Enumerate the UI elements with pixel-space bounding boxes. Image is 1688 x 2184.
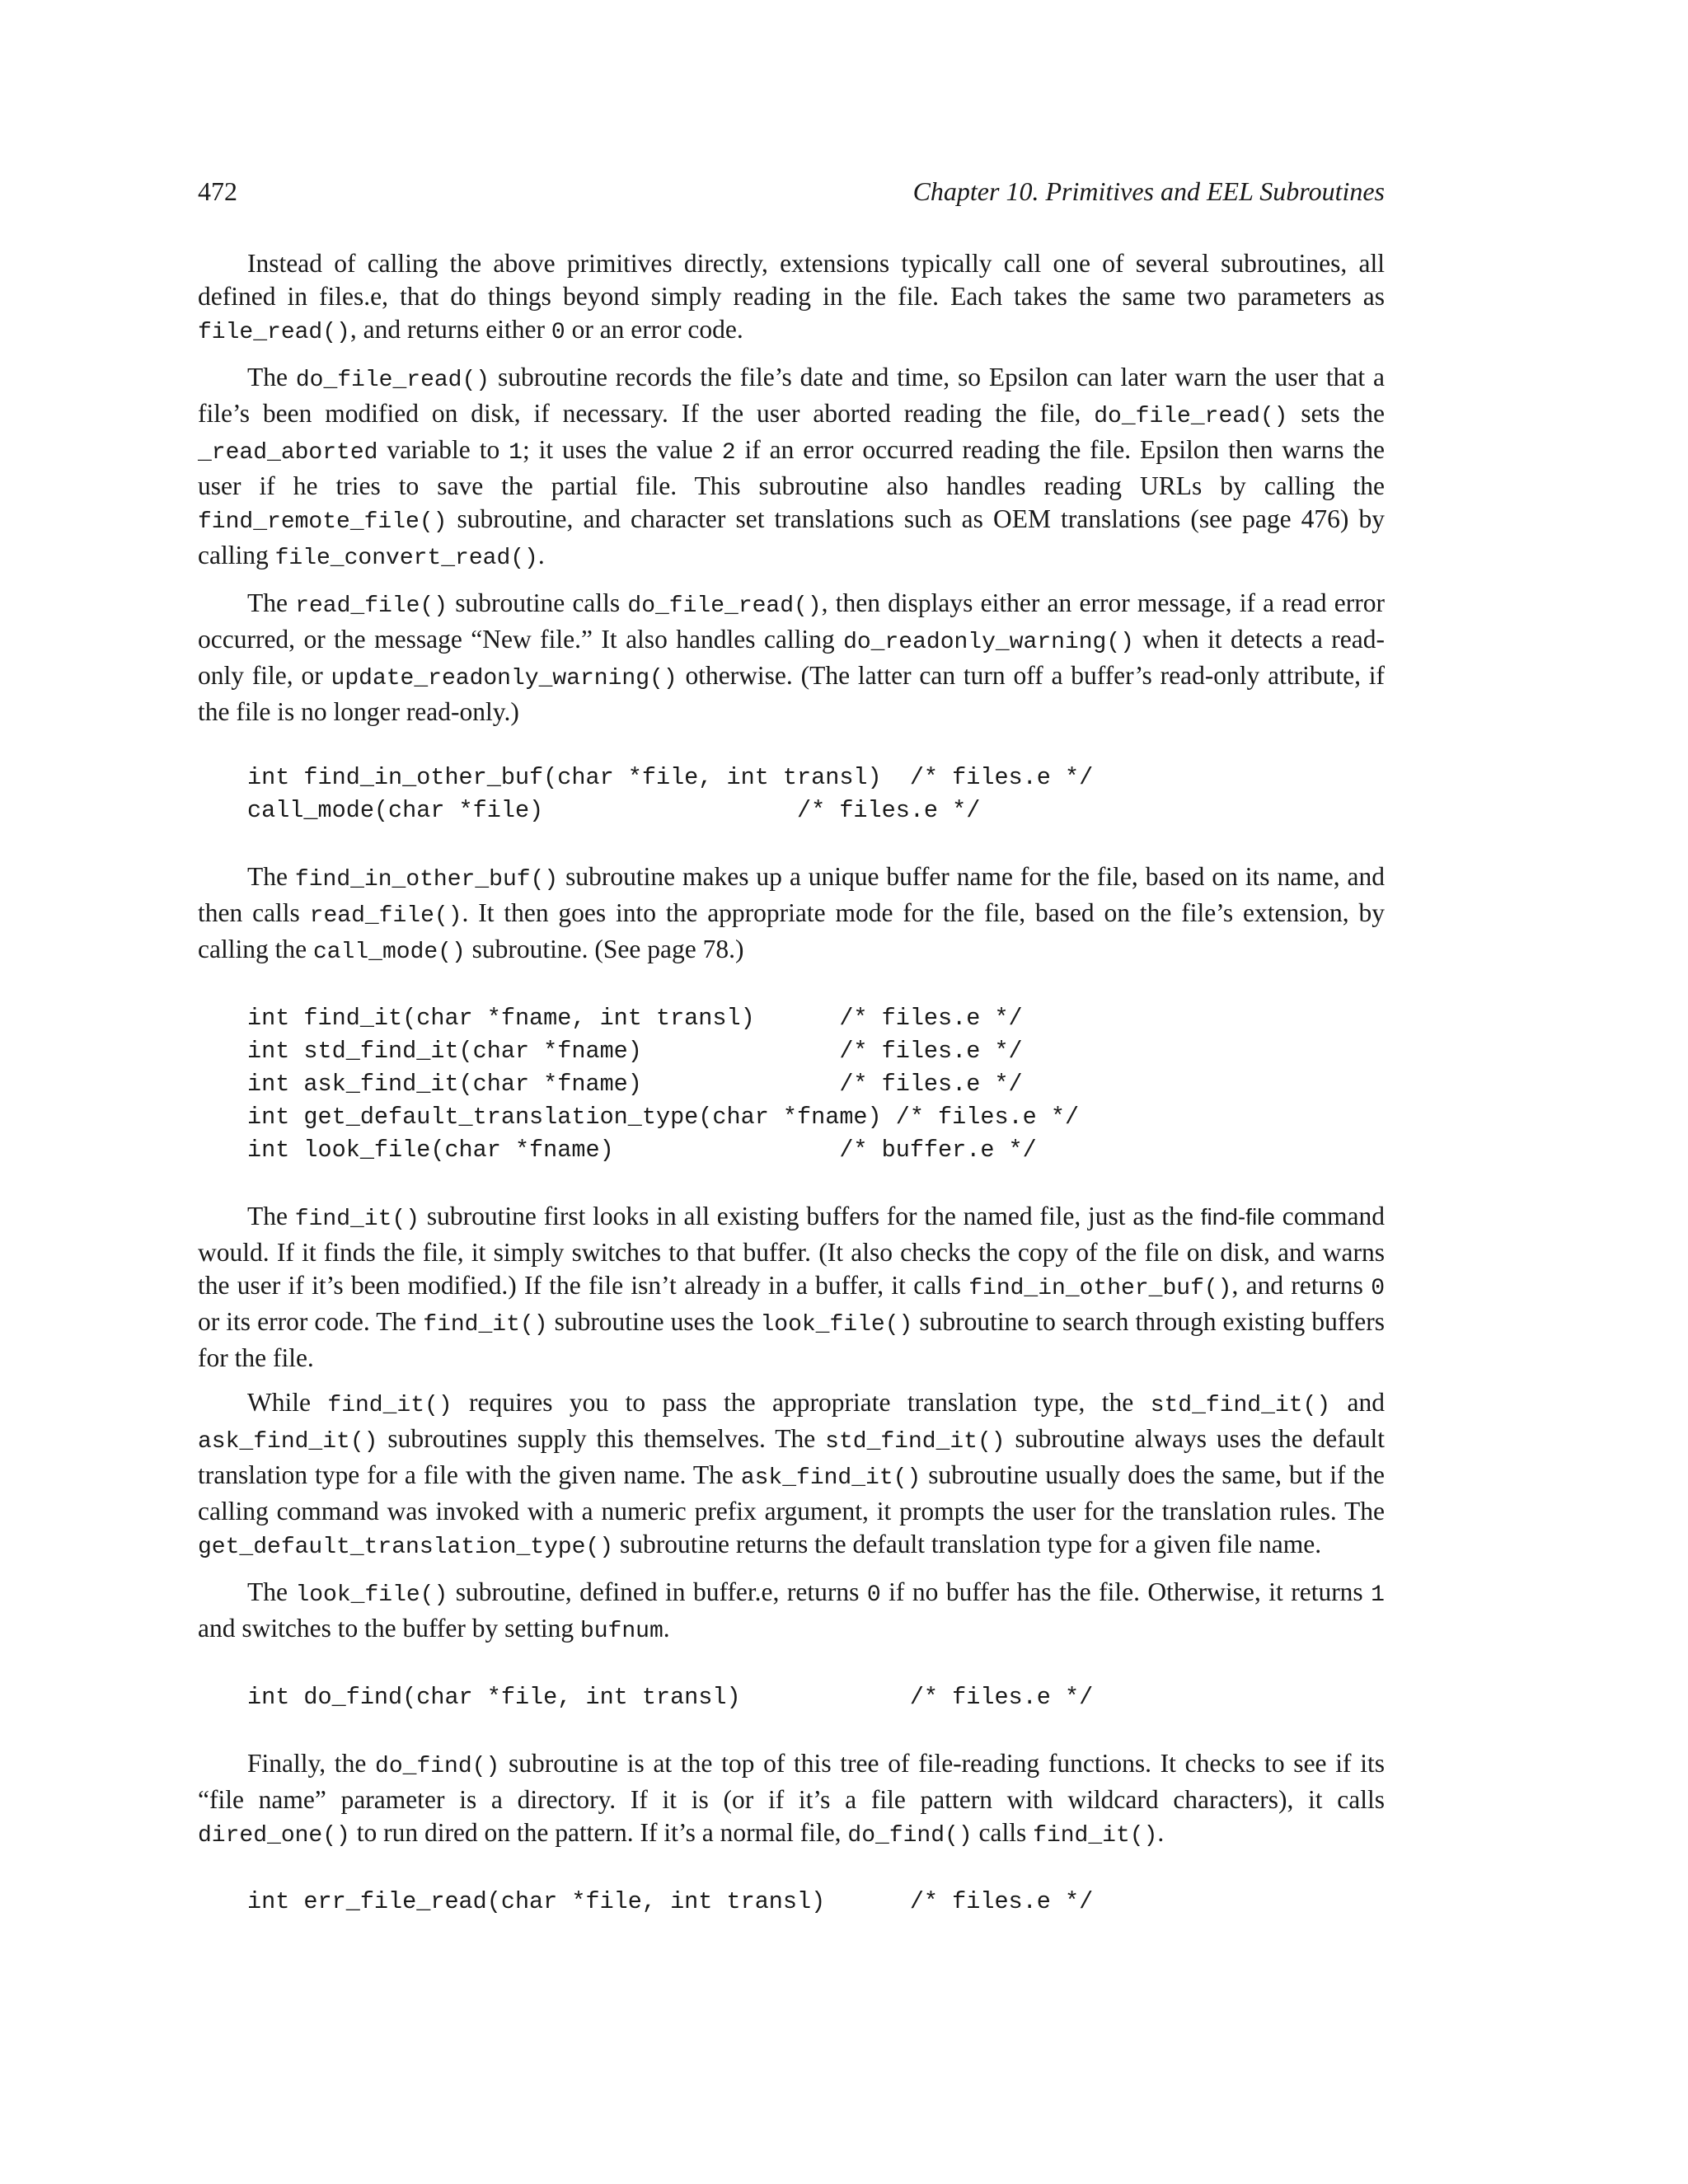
page-number: 472 [198, 176, 237, 206]
inline-code: get_default_translation_type() [198, 1535, 614, 1560]
inline-code: std_find_it() [825, 1429, 1006, 1455]
code-block: int err_file_read(char *file, int transl) /* files.e */ [247, 1888, 1094, 1915]
page-header [198, 173, 1385, 209]
inline-code: find_it() [327, 1393, 452, 1418]
inline-code: read_file() [309, 903, 462, 929]
text-run: The [247, 588, 296, 617]
text-run: The [247, 862, 295, 891]
inline-code: find_it() [294, 1207, 420, 1232]
inline-code: do_find() [847, 1823, 973, 1849]
paragraph [198, 1200, 1385, 1375]
paragraph [198, 587, 1385, 729]
inline-code: find_it() [1033, 1823, 1158, 1849]
text-run: The [247, 1202, 295, 1230]
chapter-title: Chapter 10. Primitives and EEL Subroutines [912, 176, 1385, 206]
inline-code: look_file() [760, 1312, 913, 1338]
code-block: int do_find(char *file, int transl) /* files.e */ [247, 1684, 1094, 1711]
inline-code: file_convert_read() [274, 546, 538, 571]
text-run: Finally, the [247, 1749, 376, 1778]
text-run: or its error code. The [198, 1307, 424, 1336]
text-run: subroutine records the file’s date and time, so Epsilon can later warn the user that a file’s been modified on disk, if necessary. If the user aborted reading the file, [198, 363, 1385, 428]
inline-code: bufnum [579, 1619, 663, 1644]
text-run: . [663, 1614, 670, 1643]
text-run: subroutine always uses the default translation type for a file with the given name. The [198, 1424, 1385, 1489]
page-body [198, 247, 1385, 1952]
inline-code: dired_one() [198, 1823, 350, 1849]
text-run: ; it uses the value [522, 435, 722, 464]
text-run: Instead of calling the above primitives directly, extensions typically call one of several subroutines, all defined in files.e, that do things beyond simply reading in the file. Each takes the same two parameters as [198, 249, 1385, 311]
inline-code: 1 [509, 440, 523, 466]
text-run: subroutine first looks in all existing buffers for the named file, just as the [420, 1202, 1201, 1230]
text-run: when it detects a read-only file, or [198, 625, 1385, 690]
text-run: otherwise. (The latter can turn off a buffer’s read-only attribute, if the file is no longer read-only.) [198, 661, 1386, 726]
inline-code: ask_find_it() [198, 1429, 378, 1455]
text-run: subroutine, defined in buffer.e, returns [448, 1577, 867, 1606]
inline-code: 2 [721, 440, 736, 466]
inline-code: 0 [1371, 1276, 1386, 1301]
inline-code: do_file_read() [295, 368, 490, 393]
inline-code: do_readonly_warning() [843, 630, 1134, 655]
inline-code: find_in_other_buf() [294, 867, 559, 893]
inline-code: _read_aborted [198, 440, 378, 466]
text-run: , and returns either [349, 315, 551, 344]
inline-code: 0 [551, 320, 565, 345]
text-run: or an error code. [565, 315, 743, 344]
text-run: . It then goes into the appropriate mode for the file, based on the file’s extension, by calling the [198, 898, 1385, 963]
inline-code: do_find() [375, 1754, 500, 1779]
text-run: subroutine, and character set translations such as OEM translations (see page 476) by calling [198, 504, 1385, 569]
inline-code: 0 [866, 1582, 881, 1608]
inline-code: find_in_other_buf() [968, 1276, 1232, 1301]
text-run: The [247, 1577, 296, 1606]
text-run: if an error occurred reading the file. Epsilon then warns the user if he tries to save the partial file. This subroutine also handles reading URLs by calling the [198, 435, 1385, 500]
command-name: find-file [1200, 1204, 1275, 1230]
text-run: While [247, 1388, 328, 1417]
text-run: subroutine usually does the same, but if the calling command was invoked with a numeric prefix argument, it prompts the user for the translation rules. The [198, 1460, 1385, 1526]
text-run: if no buffer has the file. Otherwise, it returns [880, 1577, 1372, 1606]
text-run: subroutine to search through existing buffers for the file. [198, 1307, 1385, 1372]
text-run: and switches to the buffer by setting [198, 1614, 580, 1643]
text-run: subroutines supply this themselves. The [377, 1424, 826, 1453]
code-block: int find_it(char *fname, int transl) /* files.e */ int std_find_it(char *fname) /* files.e */ int ask_find_it(char *fname) /* files.e */ int get_default_translation_type(char *fname) /* files.e */ int look_file(char *fname) /* buffer.e */ [247, 1005, 1080, 1164]
text-run: . [1157, 1818, 1165, 1847]
text-run: subroutine. (See page 78.) [465, 935, 744, 963]
inline-code: read_file() [295, 593, 448, 619]
inline-code: call_mode() [312, 940, 466, 965]
inline-code: do_file_read() [1094, 404, 1288, 429]
text-run: subroutine is at the top of this tree of file-reading functions. It checks to see if its “file name” parameter is a directory. If it is (or if it’s a file pattern with wildcard characters), it calls [198, 1749, 1385, 1814]
inline-code: ask_find_it() [740, 1465, 921, 1491]
text-run: command would. If it finds the file, it simply switches to that buffer. (It also checks the copy of the file on disk, and warns the user if it’s been modified.) If the file isn’t already in a buffer, it calls [198, 1202, 1385, 1300]
paragraph [198, 860, 1385, 969]
text-run: requires you to pass the appropriate translation type, the [452, 1388, 1151, 1417]
inline-code: update_readonly_warning() [331, 666, 678, 691]
inline-code: std_find_it() [1150, 1393, 1331, 1418]
text-run: , and returns [1231, 1271, 1372, 1300]
inline-code: find_remote_file() [198, 509, 448, 535]
inline-code: do_file_read() [627, 593, 822, 619]
inline-code: file_read() [198, 320, 350, 345]
paragraph [198, 1386, 1385, 1564]
text-run: . [537, 541, 545, 569]
text-run: subroutine calls [448, 588, 628, 617]
text-run: variable to [377, 435, 509, 464]
text-run: and [1330, 1388, 1386, 1417]
text-run: subroutine uses the [547, 1307, 761, 1336]
text-run: calls [972, 1818, 1034, 1847]
text-run: subroutine returns the default translation type for a given file name. [613, 1530, 1322, 1558]
text-run: The [247, 363, 296, 391]
text-run: sets the [1287, 399, 1386, 428]
paragraph [198, 1747, 1385, 1853]
text-run: , then displays either an error message, if a read error occurred, or the message “New file.” It also handles calling [198, 588, 1385, 654]
inline-code: 1 [1371, 1582, 1385, 1608]
paragraph [198, 361, 1385, 575]
inline-code: find_it() [423, 1312, 548, 1338]
paragraph [198, 1576, 1385, 1648]
code-block: int find_in_other_buf(char *file, int transl) /* files.e */ call_mode(char *file) /* files.e */ [247, 764, 1094, 824]
inline-code: look_file() [295, 1582, 448, 1608]
text-run: to run dired on the pattern. If it’s a normal file, [349, 1818, 848, 1847]
text-run: subroutine makes up a unique buffer name for the file, based on its name, and then calls [198, 862, 1385, 927]
paragraph [198, 247, 1385, 349]
